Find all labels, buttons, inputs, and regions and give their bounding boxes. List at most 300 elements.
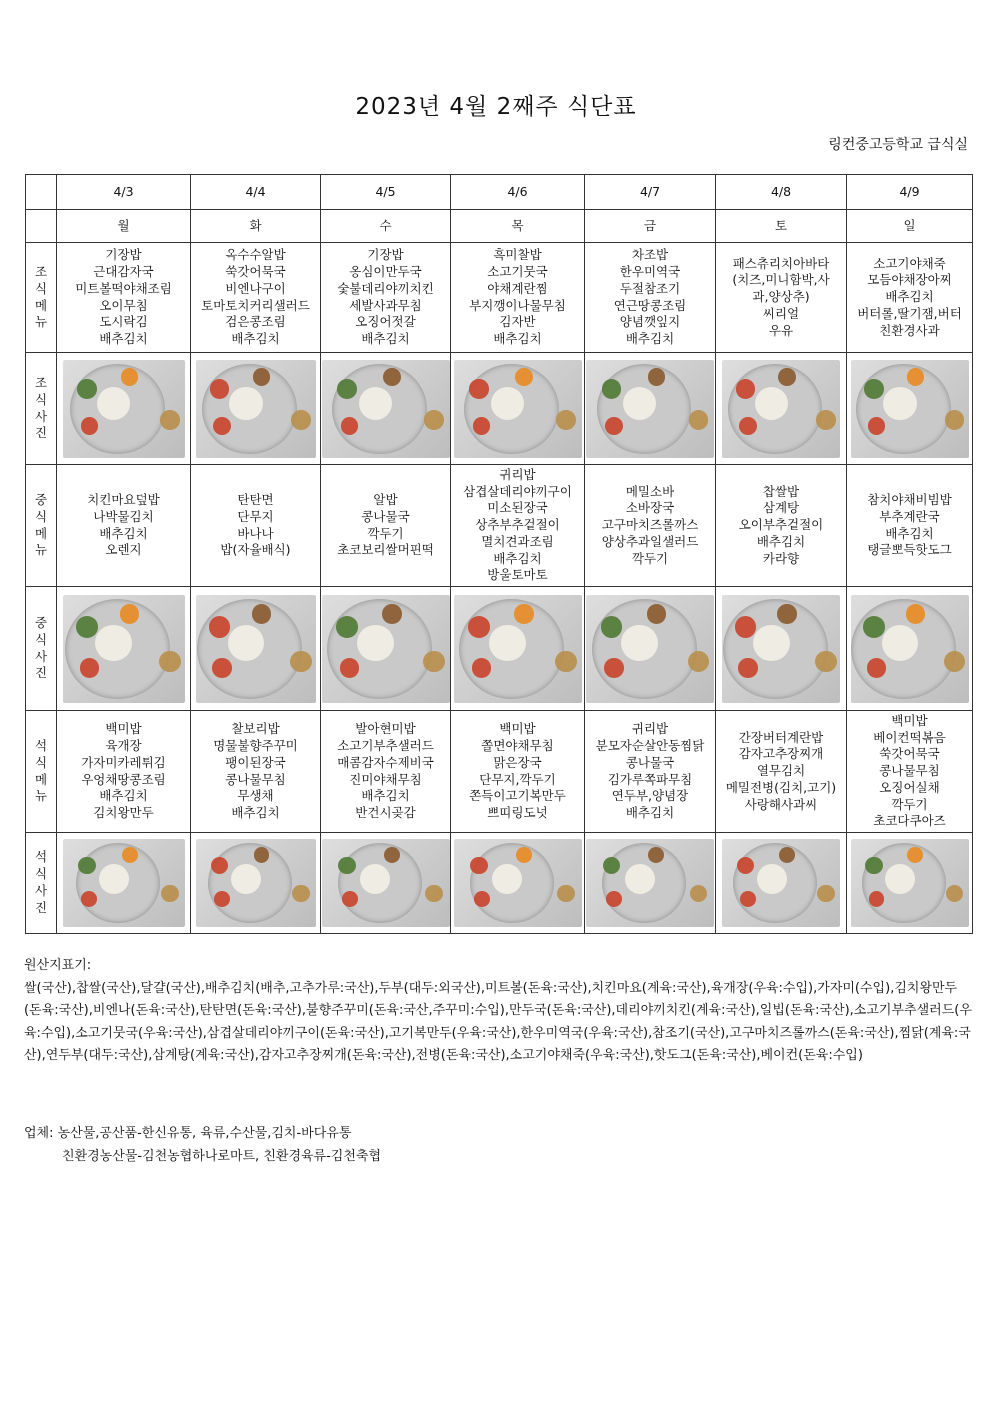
menu-item: 탄탄면 — [237, 491, 274, 507]
menu-item: 도시락김 — [99, 314, 148, 330]
food-shape — [253, 368, 271, 386]
menu-item: 간장버터계란밥 — [738, 729, 824, 745]
school-name: 링컨중고등학교 급식실 — [828, 137, 968, 153]
breakfast-menu-row — [26, 243, 973, 353]
food-shape — [489, 625, 526, 662]
dinner-photo-image — [454, 839, 582, 927]
menu-item: 세발사과무침 — [349, 297, 422, 313]
menu-item: 친환경사과 — [879, 322, 940, 338]
dinner-menu-cell — [716, 711, 847, 833]
menu-item: 쁘띠링도넛 — [487, 805, 548, 821]
menu-item: 깍두기 — [631, 550, 669, 566]
date-cell: 4/5 — [321, 175, 451, 210]
menu-item: 양상추과일샐러드 — [601, 533, 699, 549]
menu-item: 배추김치 — [756, 533, 806, 549]
menu-item: 과,양상추) — [752, 289, 810, 305]
breakfast-menu-cell — [847, 243, 973, 353]
food-shape — [77, 379, 97, 399]
menu-item: 배추김치 — [625, 331, 675, 347]
food-shape — [625, 864, 655, 894]
lunch-menu-cell — [451, 465, 585, 587]
dinner-photo-cell — [57, 833, 191, 934]
breakfast-photo-cell — [585, 353, 716, 465]
dinner-photo-image — [322, 839, 450, 927]
menu-item: 고구마치즈롤까스 — [601, 517, 699, 533]
food-shape — [159, 651, 181, 673]
food-shape — [736, 379, 756, 399]
lunch-photo-image — [851, 595, 969, 703]
food-shape — [604, 658, 623, 677]
corner-cell — [26, 175, 57, 210]
menu-item: 메밀전병(김치,고기) — [725, 779, 837, 795]
menu-item: 배추김치 — [231, 331, 280, 347]
menu-item: 단무지 — [237, 508, 274, 524]
food-shape — [252, 604, 271, 623]
menu-item: 김자반 — [499, 314, 536, 330]
dinner-photo-row — [26, 833, 973, 934]
food-shape — [557, 885, 575, 903]
vendor-line-1: 업체: 농산물,공산품-한신유통, 육류,수산물,김치-바다유통 — [24, 1126, 352, 1141]
menu-item: 육개장 — [105, 737, 142, 753]
menu-item: 콩나물무침 — [225, 771, 286, 787]
food-shape — [689, 410, 709, 430]
food-shape — [601, 616, 623, 638]
food-shape — [292, 885, 310, 903]
menu-item: 소고기부추샐러드 — [337, 737, 434, 753]
date-cell: 4/7 — [585, 175, 716, 210]
menu-item: 깍두기 — [367, 525, 404, 541]
menu-item: 미소된장국 — [487, 500, 548, 516]
menu-item: 알밥 — [373, 491, 398, 507]
dinner-menu-cell — [321, 711, 451, 833]
lunch-photo-cell — [716, 587, 847, 711]
menu-item: 양념깻잎지 — [619, 314, 681, 330]
menu-item: 씨리얼 — [762, 305, 800, 321]
food-shape — [469, 379, 489, 399]
menu-item: 콩나물무침 — [879, 763, 940, 779]
food-shape — [514, 604, 533, 623]
food-shape — [81, 417, 99, 435]
food-shape — [99, 864, 129, 894]
menu-item: 김치왕만두 — [93, 805, 154, 821]
food-shape — [122, 847, 138, 863]
menu-item: 배추김치 — [625, 805, 675, 821]
menu-item: 우유 — [768, 322, 794, 338]
lunch-photo-cell — [585, 587, 716, 711]
menu-item: 오이부추겉절이 — [738, 517, 824, 533]
menu-item: 반건시곶감 — [355, 805, 416, 821]
lunch-photo-image — [586, 595, 714, 703]
food-shape — [338, 857, 356, 875]
dinner-menu-row — [26, 711, 973, 833]
lunch-menu-cell — [191, 465, 321, 587]
menu-item: 진미야채무침 — [349, 771, 422, 787]
food-shape — [492, 864, 522, 894]
menu-item: 명물불향주꾸미 — [213, 737, 298, 753]
dinner-photo-cell — [321, 833, 451, 934]
menu-item: 두절참조기 — [619, 280, 681, 296]
day-cell: 수 — [321, 210, 451, 243]
dinner-menu-cell — [191, 711, 321, 833]
date-cell: 4/8 — [716, 175, 847, 210]
breakfast-menu-cell — [191, 243, 321, 353]
food-shape — [907, 847, 923, 863]
menu-item: 카라향 — [762, 550, 800, 566]
menu-item: 연근땅콩조림 — [613, 297, 687, 313]
food-shape — [647, 604, 666, 623]
page-title: 2023년 4월 2째주 식단표 — [355, 94, 637, 120]
breakfast-photo-image — [722, 360, 840, 458]
menu-item: 팽이된장국 — [225, 754, 286, 770]
menu-item: 분모자순살안동찜닭 — [595, 737, 705, 753]
food-shape — [779, 847, 795, 863]
menu-item: 토마토치커리샐러드 — [201, 297, 310, 313]
menu-item: 부추계란국 — [879, 508, 940, 524]
dinner-photo-image — [63, 839, 185, 927]
food-shape — [212, 658, 231, 677]
day-cell: 화 — [191, 210, 321, 243]
menu-item: 숯불데리야끼치킨 — [337, 280, 434, 296]
food-shape — [214, 891, 230, 907]
breakfast-photo-cell — [451, 353, 585, 465]
food-shape — [209, 616, 231, 638]
breakfast-photo-label: 조 식 사 진 — [26, 353, 57, 465]
menu-item: 열무김치 — [756, 763, 806, 779]
food-shape — [342, 891, 358, 907]
food-shape — [470, 857, 488, 875]
breakfast-photo-image — [196, 360, 316, 458]
menu-item: 감자고추장찌개 — [738, 746, 824, 762]
breakfast-photo-cell — [191, 353, 321, 465]
menu-item: 연두부,양념장 — [611, 788, 689, 804]
menu-item: 배추김치 — [99, 525, 148, 541]
dinner-photo-image — [722, 839, 840, 927]
breakfast-photo-image — [454, 360, 582, 458]
lunch-photo-cell — [451, 587, 585, 711]
menu-item: 밥(자율배식) — [220, 542, 291, 558]
menu-item: 초코다쿠아즈 — [873, 813, 946, 829]
lunch-photo-image — [322, 595, 450, 703]
menu-item: 귀리밥 — [499, 466, 536, 482]
menu-item: 배추김치 — [99, 788, 148, 804]
food-shape — [946, 885, 964, 903]
lunch-photo-cell — [847, 587, 973, 711]
menu-item: 흑미찰밥 — [493, 247, 542, 263]
food-shape — [555, 651, 577, 673]
menu-item: 귀리밥 — [631, 721, 669, 737]
menu-item: 치킨마요덮밥 — [87, 491, 160, 507]
menu-item: 한우미역국 — [619, 263, 681, 279]
menu-item: 오이무침 — [99, 297, 148, 313]
day-cell: 금 — [585, 210, 716, 243]
lunch-menu-row — [26, 465, 973, 587]
origin-notes — [24, 955, 972, 1068]
menu-item: 버터롤,딸기잼,버터 — [857, 305, 962, 321]
dinner-photo-cell — [585, 833, 716, 934]
lunch-photo-image — [722, 595, 840, 703]
breakfast-photo-cell — [57, 353, 191, 465]
lunch-photo-cell — [57, 587, 191, 711]
food-shape — [290, 651, 312, 673]
food-shape — [648, 368, 666, 386]
lunch-photo-cell — [321, 587, 451, 711]
menu-item: 배추김치 — [231, 805, 280, 821]
food-shape — [382, 604, 401, 623]
menu-item: 모듬야채장아찌 — [867, 272, 952, 288]
menu-item: 소고기야채죽 — [873, 255, 946, 271]
dinner-photo-cell — [847, 833, 973, 934]
food-shape — [606, 891, 622, 907]
food-shape — [357, 625, 394, 662]
food-shape — [424, 410, 444, 430]
food-shape — [739, 417, 757, 435]
food-shape — [735, 616, 757, 638]
menu-item: 배추김치 — [361, 788, 410, 804]
food-shape — [468, 616, 490, 638]
menu-item: 기장밥 — [105, 247, 142, 263]
breakfast-photo-image — [851, 360, 969, 458]
origin-title: 원산지표기: — [24, 958, 92, 973]
food-shape — [425, 885, 443, 903]
food-shape — [516, 847, 532, 863]
menu-item: 참치야채비빔밥 — [867, 491, 952, 507]
day-cell: 일 — [847, 210, 973, 243]
food-shape — [78, 857, 96, 875]
food-shape — [515, 368, 533, 386]
breakfast-menu-cell — [321, 243, 451, 353]
food-shape — [337, 379, 357, 399]
menu-item: 오징어젓갈 — [355, 314, 416, 330]
breakfast-menu-cell — [716, 243, 847, 353]
origin-text: 쌀(국산),찹쌀(국산),달걀(국산),배추김치(배추,고추가루:국산),두부(대두:외국산),미트볼(돈육:국산),치킨마요(계육:국산),육개장(우육:수입),가자미(수입),김치왕만두(돈육:국산),비엔나(돈육:국산),탄탄면(돈육:국산),불향주꾸미(돈육:국산,주꾸미:수입),만두국(돈육:국산),데리야끼치킨(계육:국산),일빕(돈육:국산),소고기부추샐러드(우육:수입),소고기뭇국(우육:국산),삼겹살데리야끼구이(돈육:국산),고기복만두(우육:국산),한우미역국(우육:국산),참조기(국산),고구마치즈롤까스(돈육:국산),찜닭(계육:국산),연두부(대두:국산),삼계탕(계육:국산),감자고추장찌개(돈육:국산),전병(돈육:국산),소고기야채죽(우육:국산),핫도그(돈육:국산),베이컨(돈육:수입) — [24, 980, 972, 1063]
food-shape — [360, 864, 390, 894]
food-shape — [944, 651, 966, 673]
menu-item: 소고기뭇국 — [487, 263, 548, 279]
dinner-photo-cell — [191, 833, 321, 934]
food-shape — [254, 847, 270, 863]
menu-item: 상추부추겉절이 — [475, 517, 560, 533]
lunch-photo-row — [26, 587, 973, 711]
food-shape — [690, 885, 708, 903]
menu-item: 매콤감자수제비국 — [337, 754, 434, 770]
food-shape — [648, 847, 664, 863]
menu-item: 탱글뽀득핫도그 — [867, 542, 952, 558]
food-shape — [817, 885, 835, 903]
menu-item: 메밀소바 — [625, 483, 675, 499]
menu-item: (치즈,미니함박,사 — [732, 272, 830, 288]
food-shape — [777, 604, 796, 623]
menu-item: 옥수수알밥 — [225, 247, 286, 263]
food-shape — [753, 625, 790, 662]
food-shape — [757, 864, 787, 894]
dinner-photo-cell — [451, 833, 585, 934]
breakfast-photo-cell — [847, 353, 973, 465]
menu-item: 비엔나구이 — [225, 280, 286, 296]
menu-item: 미트볼떡야채조림 — [75, 280, 172, 296]
dinner-menu-cell — [57, 711, 191, 833]
food-shape — [472, 658, 491, 677]
menu-item: 부지깽이나물무침 — [469, 297, 566, 313]
day-cell: 목 — [451, 210, 585, 243]
food-shape — [906, 604, 925, 623]
breakfast-photo-image — [586, 360, 714, 458]
lunch-menu-cell — [716, 465, 847, 587]
dinner-photo-image — [586, 839, 714, 927]
breakfast-photo-cell — [716, 353, 847, 465]
food-shape — [384, 847, 400, 863]
breakfast-photo-cell — [321, 353, 451, 465]
food-shape — [605, 417, 623, 435]
breakfast-photo-image — [322, 360, 450, 458]
food-shape — [865, 857, 883, 875]
dinner-photo-image — [851, 839, 969, 927]
date-cell: 4/9 — [847, 175, 973, 210]
food-shape — [210, 379, 230, 399]
menu-item: 찹쌀밥 — [762, 483, 800, 499]
menu-item: 차조밥 — [631, 247, 669, 263]
menu-item: 백미밥 — [499, 721, 536, 737]
day-row — [26, 210, 973, 243]
food-shape — [423, 651, 445, 673]
food-shape — [864, 379, 884, 399]
breakfast-photo-image — [63, 360, 185, 458]
menu-item: 오렌지 — [105, 542, 142, 558]
menu-item: 베이컨떡볶음 — [873, 729, 946, 745]
dinner-photo-cell — [716, 833, 847, 934]
menu-item: 가자미카레튀김 — [81, 754, 166, 770]
food-shape — [815, 651, 837, 673]
menu-item: 소바장국 — [625, 500, 675, 516]
dinner-menu-cell — [451, 711, 585, 833]
menu-item: 쑥갓어묵국 — [225, 263, 286, 279]
menu-item: 패스츄리치아바타 — [732, 255, 830, 271]
food-shape — [868, 417, 886, 435]
food-shape — [76, 616, 98, 638]
lunch-photo-image — [63, 595, 185, 703]
food-shape — [602, 379, 622, 399]
food-shape — [867, 658, 886, 677]
food-shape — [336, 616, 358, 638]
food-shape — [907, 368, 925, 386]
lunch-menu-cell — [585, 465, 716, 587]
menu-item: 찰보리밥 — [231, 721, 280, 737]
menu-item: 삼계탕 — [762, 500, 800, 516]
food-shape — [81, 891, 97, 907]
breakfast-menu-cell — [451, 243, 585, 353]
menu-item: 옹심이만두국 — [349, 263, 422, 279]
lunch-photo-image — [454, 595, 582, 703]
food-shape — [291, 410, 311, 430]
menu-item: 방울토마토 — [487, 567, 548, 583]
menu-item: 배추김치 — [885, 525, 934, 541]
food-shape — [816, 410, 836, 430]
food-shape — [863, 616, 885, 638]
menu-item: 깍두기 — [891, 796, 928, 812]
date-cell: 4/4 — [191, 175, 321, 210]
food-shape — [869, 891, 885, 907]
menu-item: 발아현미밥 — [355, 721, 416, 737]
food-shape — [688, 651, 710, 673]
food-shape — [229, 387, 262, 420]
food-shape — [80, 658, 99, 677]
date-cell: 4/3 — [57, 175, 191, 210]
dinner-menu-cell — [585, 711, 716, 833]
food-shape — [383, 368, 401, 386]
menu-item: 백미밥 — [105, 721, 142, 737]
menu-item: 김가루쪽파무침 — [607, 771, 693, 787]
vendor-line-2: 친환경농산물-김천농협하나로마트, 친환경육류-김천축협 — [62, 1148, 382, 1164]
weekly-menu-table — [25, 174, 973, 934]
menu-item: 배추김치 — [493, 331, 542, 347]
food-shape — [474, 891, 490, 907]
food-shape — [160, 410, 180, 430]
dinner-menu-cell — [847, 711, 973, 833]
menu-item: 무생채 — [237, 788, 274, 804]
food-shape — [778, 368, 796, 386]
food-shape — [340, 658, 359, 677]
day-cell: 토 — [716, 210, 847, 243]
vendor-info — [24, 1123, 381, 1168]
lunch-menu-cell — [321, 465, 451, 587]
day-cell: 월 — [57, 210, 191, 243]
food-shape — [945, 410, 965, 430]
menu-item: 삼겹살데리야끼구이 — [463, 483, 572, 499]
lunch-menu-label: 중 식 메 뉴 — [26, 465, 57, 587]
menu-item: 사랑해사과씨 — [744, 796, 818, 812]
menu-item: 콩나물국 — [625, 754, 675, 770]
corner-cell — [26, 210, 57, 243]
menu-item: 야채계란찜 — [487, 280, 548, 296]
menu-item: 기장밥 — [367, 247, 404, 263]
menu-item: 오징어실채 — [879, 779, 940, 795]
menu-item: 초코보리쌀머핀떡 — [337, 542, 434, 558]
food-shape — [885, 864, 915, 894]
menu-item: 나박물김치 — [93, 508, 154, 524]
lunch-photo-cell — [191, 587, 321, 711]
food-shape — [491, 387, 524, 420]
menu-item: 쑥갓어묵국 — [879, 746, 940, 762]
food-shape — [556, 410, 576, 430]
food-shape — [738, 658, 757, 677]
dinner-menu-label: 석 식 메 뉴 — [26, 711, 57, 833]
food-shape — [359, 387, 392, 420]
food-shape — [740, 891, 756, 907]
lunch-photo-label: 중 식 사 진 — [26, 587, 57, 711]
breakfast-menu-label: 조 식 메 뉴 — [26, 243, 57, 353]
menu-item: 맑은장국 — [493, 754, 542, 770]
dinner-photo-label: 석 식 사 진 — [26, 833, 57, 934]
lunch-menu-cell — [847, 465, 973, 587]
menu-item: 멸치견과조림 — [481, 533, 554, 549]
menu-item: 배추김치 — [885, 289, 934, 305]
food-shape — [883, 387, 916, 420]
menu-item: 단무지,깍두기 — [479, 771, 556, 787]
dinner-photo-image — [196, 839, 316, 927]
date-row — [26, 175, 973, 210]
food-shape — [161, 885, 179, 903]
lunch-menu-cell — [57, 465, 191, 587]
breakfast-photo-row — [26, 353, 973, 465]
food-shape — [231, 864, 261, 894]
menu-item: 근대감자국 — [93, 263, 154, 279]
menu-item: 우엉채땅콩조림 — [81, 771, 166, 787]
food-shape — [213, 417, 231, 435]
menu-item: 백미밥 — [891, 712, 928, 728]
menu-item: 배추김치 — [99, 331, 148, 347]
menu-item: 쫄면야채무침 — [481, 737, 554, 753]
food-shape — [120, 604, 139, 623]
menu-item: 검은콩조림 — [225, 314, 286, 330]
